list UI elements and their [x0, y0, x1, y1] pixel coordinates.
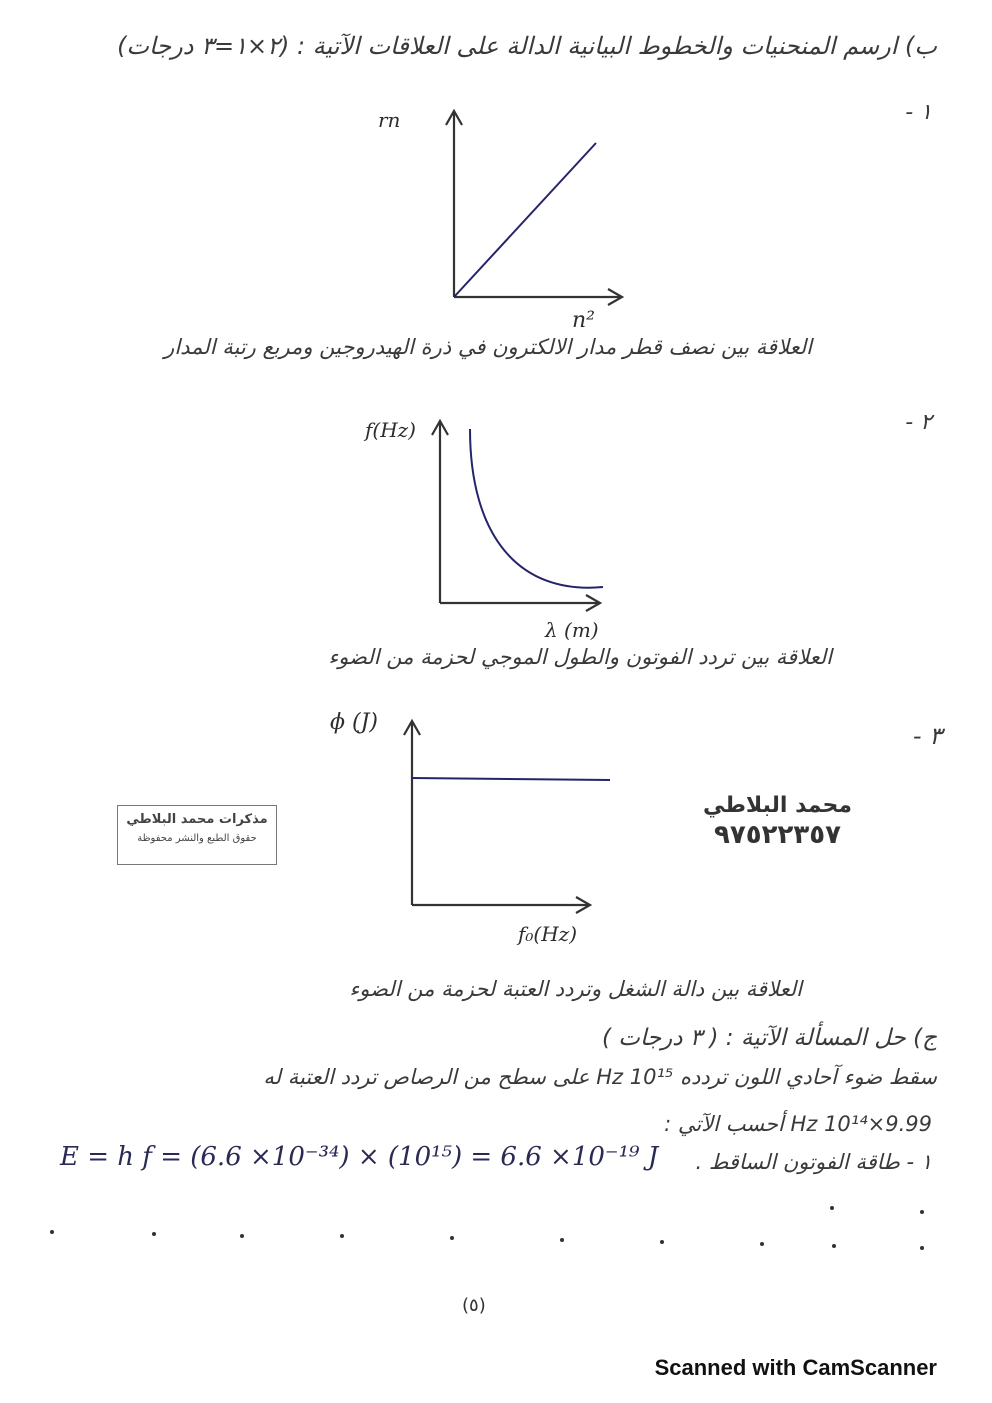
- graph-3-y-label: ϕ (J): [330, 710, 378, 735]
- graph-3-plot: [400, 715, 615, 915]
- graph-1-line: [454, 143, 596, 297]
- stamp-line-2: حقوق الطبع والنشر محفوظة: [137, 833, 257, 844]
- camscanner-footer: Scanned with CamScanner: [654, 1355, 937, 1380]
- problem-heading: ج) حل المسألة الآتية : ( ٣ درجات ): [602, 1025, 937, 1051]
- page-number: (٥): [462, 1295, 486, 1316]
- graph-1-plot: [440, 105, 640, 315]
- graph-3-caption: العلاقة بين دالة الشغل وتردد العتبة لحزمة من الضوء: [349, 977, 802, 1001]
- graph-2-x-label: λ (m): [545, 618, 599, 642]
- answer-dot-line: [40, 1190, 940, 1260]
- problem-item-1: ١ - طاقة الفوتون الساقط .: [695, 1150, 932, 1174]
- graph-1-number: ١ -: [905, 100, 932, 125]
- graph-2-y-label: f(Hz): [365, 418, 416, 442]
- solution-equation: E = h f = (6.6 ×10⁻³⁴) × (10¹⁵) = 6.6 ×10⁻¹⁹ J: [60, 1142, 659, 1172]
- graph-1-caption: العلاقة بين نصف قطر مدار الالكترون في ذرة الهيدروجين ومربع رتبة المدار: [164, 335, 812, 359]
- stamp-line-1: مذكرات محمد البلاطي: [126, 812, 268, 827]
- graph-2-caption: العلاقة بين تردد الفوتون والطول الموجي لحزمة من الضوء: [328, 645, 832, 669]
- instruction-heading: ب) ارسم المنحنيات والخطوط البيانية الدالة على العلاقات الآتية : (٢×١=٣ درجات): [117, 32, 937, 60]
- graph-3-x-label: f₀(Hz): [518, 922, 578, 946]
- graph-2-curve: [470, 429, 603, 588]
- author-phone: ٩٧٥٢٢٣٥٧: [713, 820, 841, 850]
- author-name: محمد البلاطي: [702, 793, 852, 818]
- copyright-stamp: [117, 805, 277, 865]
- graph-2-number: ٢ -: [905, 410, 932, 435]
- graph-1-x-label: n²: [572, 308, 595, 333]
- graph-1-y-label: rn: [378, 108, 401, 132]
- graph-3-number: ٣ -: [912, 722, 942, 750]
- author-block: [703, 793, 852, 850]
- problem-statement: سقط ضوء آحادي اللون تردده 10¹⁵ Hz على سطح من الرصاص تردد العتبة له: [263, 1065, 937, 1089]
- graph-3-line: [412, 778, 610, 780]
- problem-statement-2: 9.99×10¹⁴ Hz أحسب الآتي :: [664, 1112, 932, 1136]
- graph-2-plot: [428, 415, 618, 615]
